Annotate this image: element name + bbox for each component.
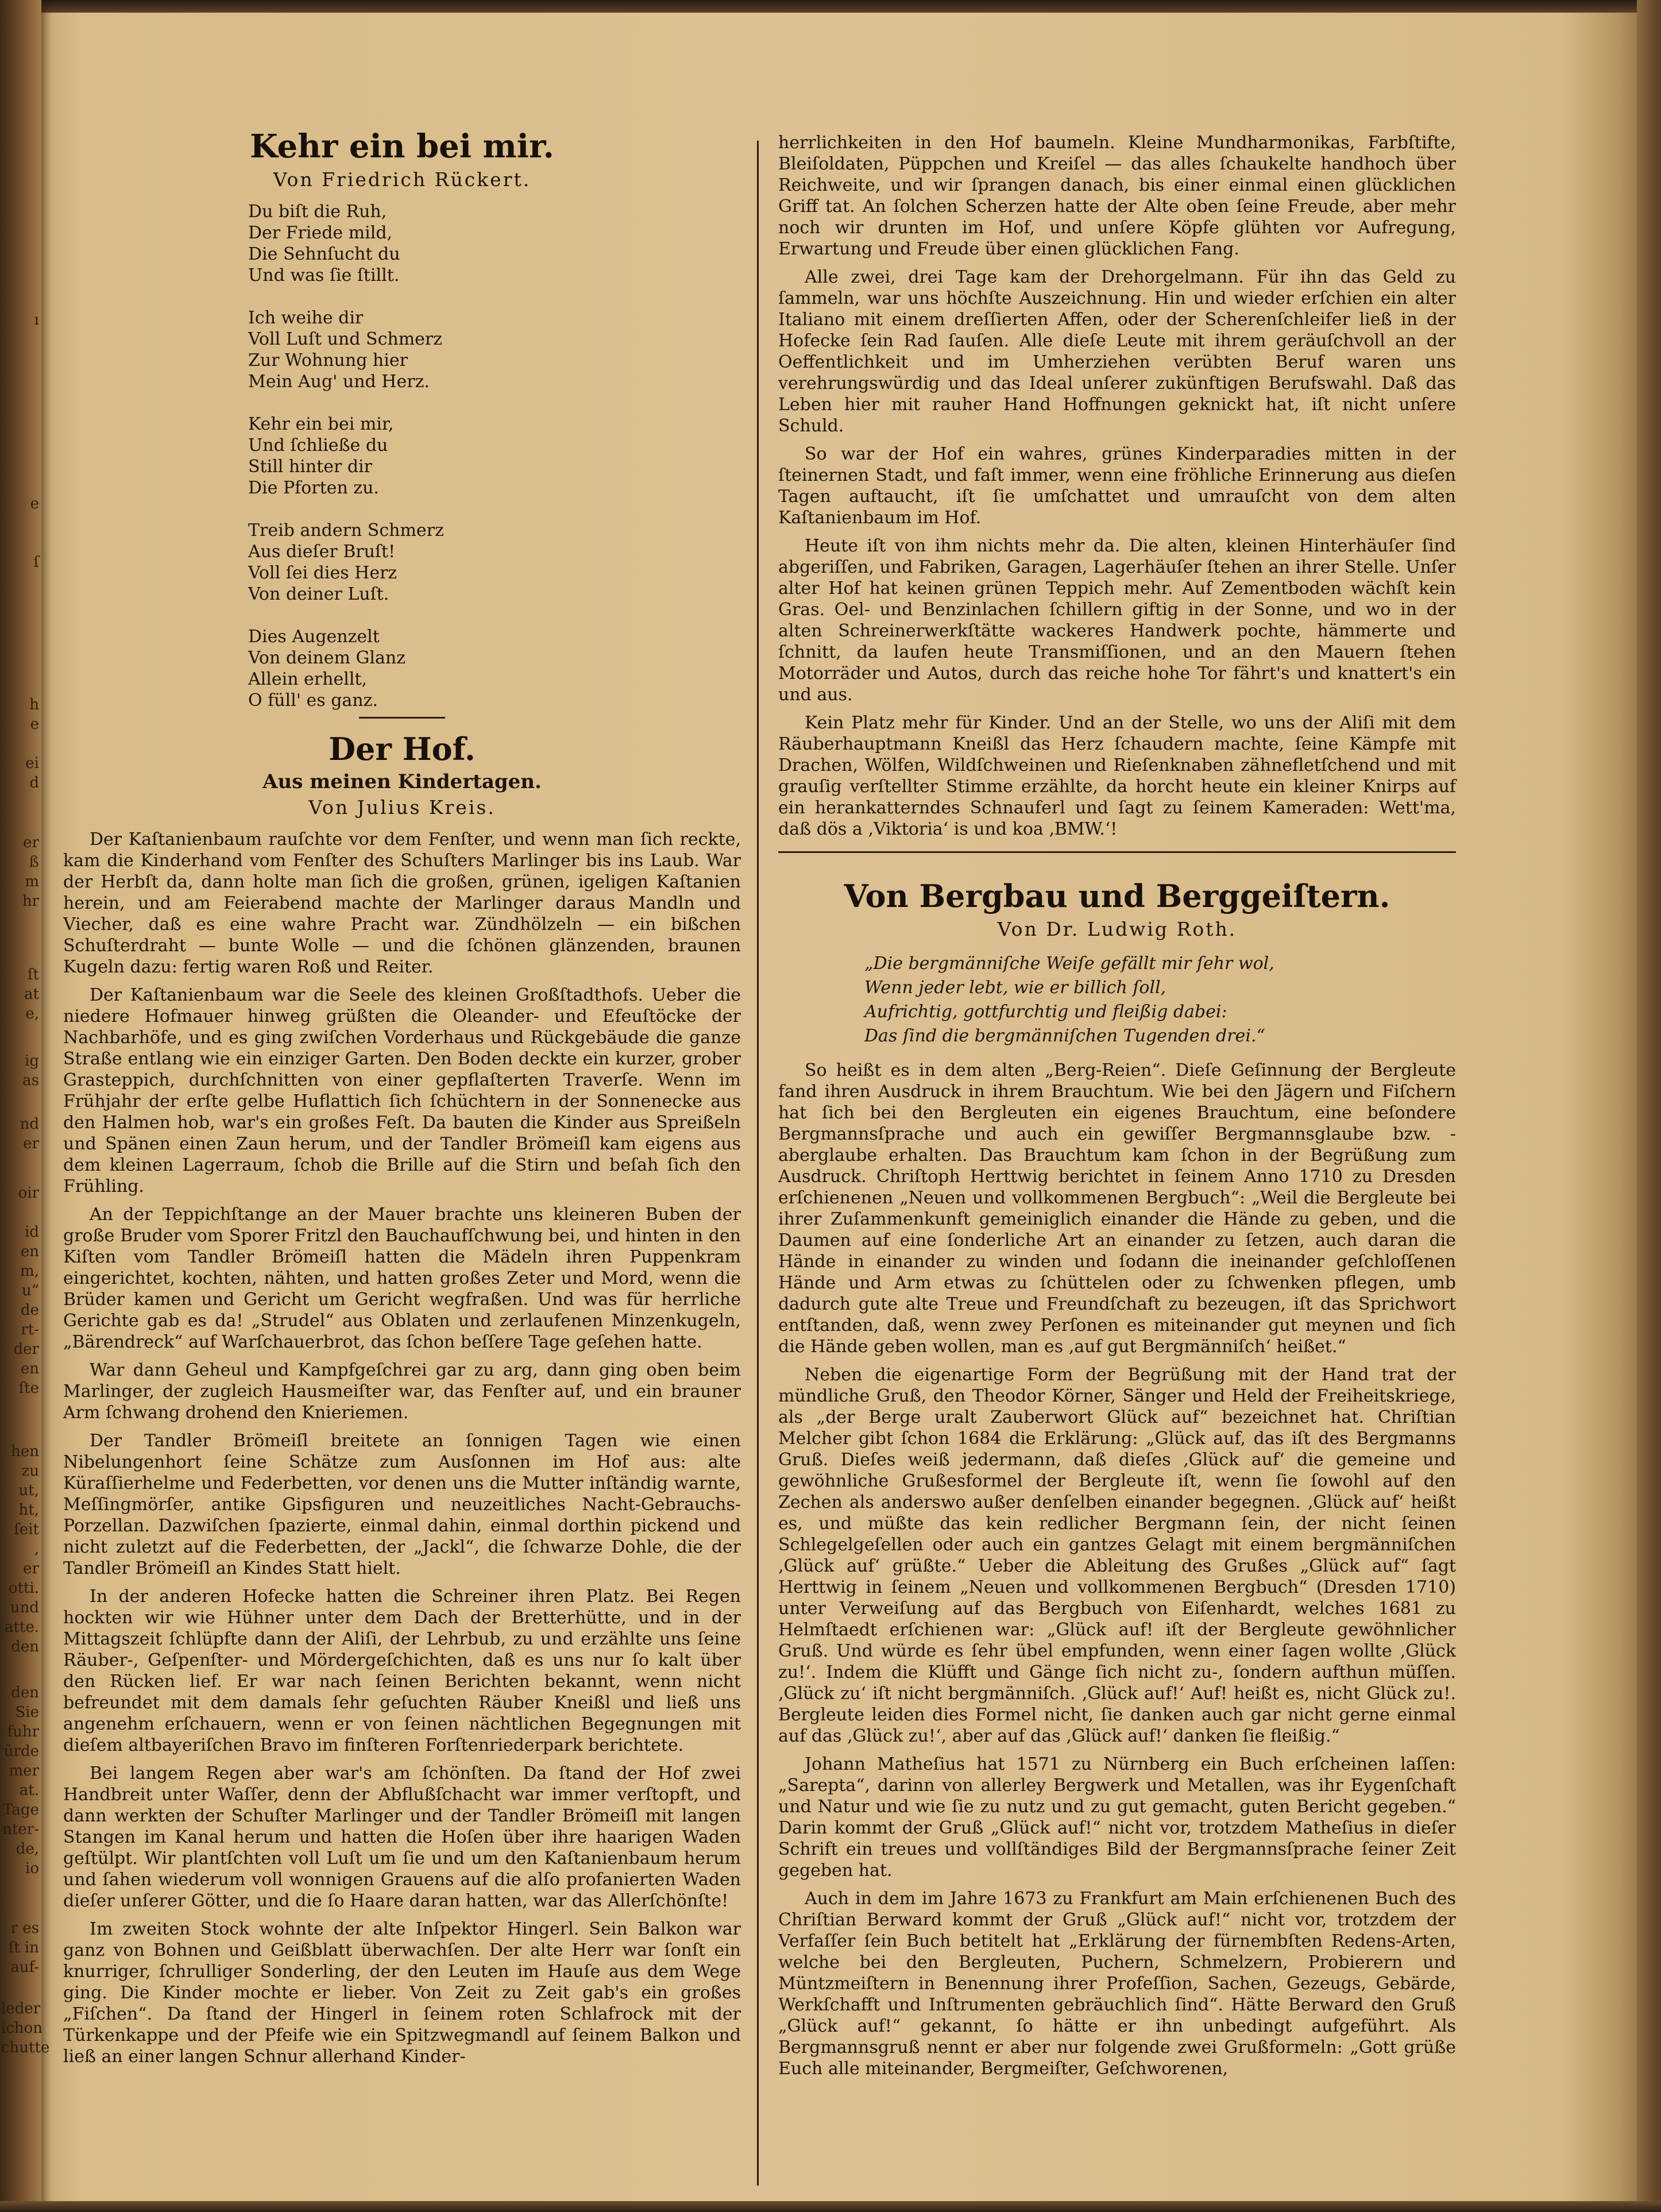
epigraph-quote (864, 952, 1456, 1048)
poem-stanza (248, 520, 741, 605)
left-column (63, 126, 741, 2194)
top-shadow-band (0, 0, 1661, 13)
poem-line: Allein erhellt, (248, 669, 368, 689)
poem-line: Du biſt die Ruh, (248, 202, 387, 222)
quote-line: Aufrichtig, gottfurchtig und fleißig dabei: (864, 1002, 1227, 1022)
poem-line: Mein Aug' und Herz. (248, 372, 430, 392)
paragraph: So war der Hof ein wahres, grünes Kinderparadies mitten in der ſteinernen Stadt, und faſt immer, wenn eine fröhliche Erinnerung aus dieſen Tagen auftaucht, iſt ſie umſchattet und umrauſcht von dem alten Kaſtanienbaum im Hof. (778, 444, 1456, 528)
poem-stanza (248, 307, 741, 392)
poem-line: Kehr ein bei mir, (248, 414, 394, 434)
article-title: Von Bergbau und Berggeiſtern. (844, 878, 1390, 914)
paragraph: Der Kaſtanienbaum war die Seele des kleinen Großſtadthofs. Ueber die niedere Hofmauer hinweg grüßten die Oleander- und Efeuſtöcke der Nachbarhöfe, und es ging zwiſchen Vorderhaus und Rückgebäude die ganze Straße entlang wie ein einziger Garten. Den Boden deckte ein kurzer, grober Grasteppich, durchſchnitten von einer gepflaſterten Traverſe. Wenn im Frühjahr der erſte gelbe Huflattich ſich ſchüchtern in der Sonnenecke aus den Halmen hob, war's ein großes Feſt. Da bauten die Kinder aus Spreißeln und Spänen einen Zaun herum, und der Tandler Brömeiſl kam eigens aus dem kleinen Lagerraum, ſchob die Brille auf die Stirn und beſah ſich den Frühling. (63, 985, 741, 1196)
margin-fragment: ſt at e, (24, 966, 39, 1022)
margin-fragment: ı (34, 311, 39, 329)
poem-line: Zur Wohnung hier (248, 350, 408, 370)
paragraph: Alle zwei, drei Tage kam der Drehorgelmann. Für ihn das Geld zu ſammeln, war uns höchſte Auszeichnung. Hin und wieder erſchien ein alter Italiano mit einem dreſſierten Affen, oder der Scherenſchleifer ließ in der Hofecke ſein Rad ſauſen. Alle dieſe Leute mit ihrem geräuſchvoll an der Oeffentlichkeit und im Umherziehen verübten Beruf waren uns verehrungswürdig und das Ideal unſerer zukünftigen Berufswahl. Daß das Leben hier mit rauher Hand Hoffnungen geknickt hat, iſt nicht unſere Schuld. (778, 267, 1456, 436)
quote-line: Das ſind die bergmänniſchen Tugenden drei.“ (864, 1026, 1265, 1046)
poem-line: Und ſchließe du (248, 435, 388, 455)
margin-fragment: nd er (20, 1115, 39, 1152)
paragraph: Der Kaſtanienbaum rauſchte vor dem Fenſter, und wenn man ſich reckte, kam die Kinderhand vom Fenſter des Schuſters Marlinger bis ins Laub. War der Herbſt da, dann holte man ſich die großen, grünen, igeligen Kaſtanien herein, und am Feierabend machte der Marlinger daraus Mandln und Viecher, daß es eine wahre Pracht war. Zündhölzeln — ein bißchen Schuſterdraht — bunte Wolle — und die ſchönen glänzenden, braunen Kugeln dazu: fertig waren Roß und Reiter. (63, 829, 741, 977)
paragraph: Neben die eigenartige Form der Begrüßung mit der Hand trat der mündliche Gruß, den Theodor Körner, Sänger und Held der Freiheitskriege, als „der Berge uralt Zauberwort Glück auf“ bezeichnet hat. Chriſtian Melcher gibt ſchon 1684 die Erklärung: „Glück auf, das iſt des Bergmanns Gruß. Dieſes weiß jedermann, daß dieſes ‚Glück auf‘ die gemeine und gewöhnliche Grußesformel der Bergleute iſt, wenn ſie ſowohl auf den Zechen als anderswo außer denſelben einander begegnen. ‚Glück auf‘ heißt es, und müßte das kein redlicher Bergmann ſein, der nicht ſeinen Schlegelgeſellen oder auch ein gantzes Gelagt mit einem bergmänniſchen ‚Glück auf‘ grüßte.“ Ueber die Ableitung des Grußes „Glück auf“ ſagt Herttwig in ſeinem „Neuen und vollkommenen Bergbuch“ (Dresden 1710) unter Verweiſung auf das Bergbuch von Eiſenhardt, welches 1681 zu Helmſtaedt erſchienen war: „Glück auf! iſt der Bergleute gewöhnlicher Gruß. Und würde es ſehr übel empfunden, wenn einer ſagen wollte ‚Glück zu!‘. Indem die Klüfft und Gänge ſich nicht zu-, ſondern aufthun müſſen. ‚Glück zu‘ iſt nicht bergmänniſch. ‚Glück auf!‘ Auf! heißt es, nicht Glück zu!. Bergleute leiden dies Formel nicht, ſie danken auch gar nicht gerne einmal auf das ‚Glück zu!‘, aber auf das ‚Glück auf!‘ danken ſie fleißig.“ (778, 1365, 1456, 1746)
poem-stanza (248, 201, 741, 286)
poem-line: Die Sehnſucht du (248, 244, 400, 264)
section-rule (778, 851, 1456, 853)
poem-line: Von deiner Luſt. (248, 584, 389, 604)
paragraph: Auch in dem im Jahre 1673 zu Frankfurt am Main erſchienenen Buch des Chriſtian Berward kommt der Gruß „Glück auf!“ nicht vor, trotzdem der Verfaſſer ſein Buch betitelt hat „Erklärung der fürnembſten Redens-Arten, welche bei den Bergleuten, Puchern, Schmelzern, Probierern und Müntzmeiſtern in Benennung ihrer Profeſſion, Sachen, Gezeugs, Gebärde, Werkſchafft und Inſtrumenten gebräuchlich ſind“. Hätte Berward den Gruß „Glück auf!“ gekannt, ſo hätte er ihn unbedingt aufgeführt. Als Bergmannsgruß nennt er aber nur folgende zwei Grußformeln: „Gott grüße Euch alle miteinander, Bergmeiſter, Geſchworenen, (778, 1889, 1456, 2079)
poem-line: Ich weihe dir (248, 308, 364, 328)
paragraph: War dann Geheul und Kampfgeſchrei gar zu arg, dann ging oben beim Marlinger, der zugleich Hausmeiſter war, das Fenſter auf, und ein brauner Arm ſchwang drohend den Knieriemen. (63, 1360, 741, 1423)
margin-fragment: h e ei d (25, 696, 39, 792)
margin-fragment: oir id en m, u“ de rt- der en ſte (13, 1184, 39, 1397)
article-title: Der Hof. (329, 731, 476, 767)
column-divider (757, 141, 759, 2186)
margin-fragment: r es ſt in auf- (8, 1920, 39, 1976)
paragraph: herrlichkeiten in den Hof baumeln. Kleine Mundharmonikas, Farbſtifte, Bleiſoldaten, Püppchen und Kreiſel — das alles ſchaukelte handhoch über Reichweite, und wir ſprangen danach, bis einer einmal einen glücklichen Griff tat. An ſolchen Scherzen hatte der Alte oben ſeine Freude, aber mehr noch wir drunten im Hof, und unſere Köpfe glühten vor Aufregung, Erwartung und Freude über einen glücklichen Fang. (778, 133, 1456, 259)
paragraph: Der Tandler Brömeiſl breitete an ſonnigen Tagen wie einen Nibelungenhort ſeine Schätze zum Ausſonnen im Hof aus: alte Küraſſierhelme und Federbetten, vor denen uns die Mutter inſtändig warnte, Meſſingmörſer, antike Gipsfiguren und neuzeitliches Nacht-Gebrauchs-Porzellan. Dazwiſchen ſpazierte, einmal dahin, einmal dorthin pickend und nicht zuletzt auf die Federbetten, der „Jackl“, die ſchwarze Dohle, die der Tandler Brömeiſl an Kindes Statt hielt. (63, 1431, 741, 1578)
right-column (778, 132, 1456, 2200)
paragraph: So heißt es in dem alten „Berg-Reien“. Dieſe Geſinnung der Bergleute fand ihren Ausdruck in ihrem Brauchtum. Wie bei den Jägern und Fiſchern hat ſich bei den Bergleuten ein eigenes Brauchtum, eine beſondere Bergmannsſprache und auch ein gewiſſer Bergmannsglaube bzw. -aberglaube erhalten. Das Brauchtum kam ſchon in der Begrüßung zum Ausdruck. Chriſtoph Herttwig berichtet in ſeinem Anno 1710 zu Dresden erſchienenen „Neuen und vollkommenen Bergbuch“: „Weil die Bergleute bei ihrer Zuſammenkunft gemeiniglich einander die Hände zu geben, und die Daumen auf eine ſonderliche Art an einander zu ſetzen, auch daran die Hände in einander zu winden und ſodann die ineinander geſchloſſenen Hände und Arm etwas zu ſchüttelen oder zu ſchwenken pflegen, umb dadurch gute alte Treue und Freundſchaft zu bezeugen, iſt das Sprichwort entſtanden, daß, wenn zwey Perſonen es miteinander gut meynen und ſich die Hände geben wollen, man es ‚auf gut Bergmänniſch‘ heißet.“ (778, 1060, 1456, 1357)
paragraph: An der Teppichſtange an der Mauer brachte uns kleineren Buben der große Bruder vom Sporer Fritzl den Bauchaufſchwung bei, und hinten in den Kiſten vom Tandler Brömeiſl hatten die Mädeln ihren Puppenkram eingerichtet, kochten, nähten, und hatten großes Zeter und Mord, wenn die Brüder kamen und Gericht um Gericht wegfraßen. Und was für herrliche Gerichte gab es da! „Strudel“ aus Oblaten und zerlaufenen Minzenkugeln, „Bärendreck“ auf Warſchauerbrot, das ſchon beſſere Tage geſehen hatte. (63, 1205, 741, 1352)
paragraph: In der anderen Hofecke hatten die Schreiner ihren Platz. Bei Regen hockten wir wie Hühner unter dem Dach der Bretterhütte, und in der Mittagszeit ſchlüpfte dann der Aliſi, der Lehrbub, zu und erzählte uns ſeine Räuber-, Geſpenſter- und Mördergeſchichten, daß es uns nur ſo kalt über den Rücken lief. Er war nach ſeinen Berichten bekannt, wenn nicht befreundet mit dem damals ſehr geſuchten Räuber Kneißl und ließ uns angenehm erſchauern, wenn er von ſeinen nächtlichen Begegnungen mit dieſem altbayeriſchen Bravo im finſteren Forſtenriederpark berichtete. (63, 1586, 741, 1755)
paragraph: Im zweiten Stock wohnte der alte Inſpektor Hingerl. Sein Balkon war ganz von Bohnen und Geißblatt überwachſen. Der alte Herr war ſonſt ein knurriger, ſchrulliger Sonderling, der den Leuten im Hauſe aus dem Wege ging. Die Kinder mochte er lieber. Von Zeit zu Zeit gab's ein großes „Fiſchen“. Da ſtand der Hingerl in ſeinem roten Schlafrock mit der Türkenkappe und der Pfeife wie ein Spitzwegmandl auf ſeinem Balkon und ließ an einer langen Schnur allerhand Kinder- (63, 1919, 741, 2067)
paragraph: Johann Matheſius hat 1571 zu Nürnberg ein Buch erſcheinen laſſen: „Sarepta“, darinn von allerley Bergwerk und Metallen, was ihr Eygenſchaft und Natur und wie ſie zu nutz und zu gut gemacht, guten Bericht gegeben.“ Darin kommt der Gruß „Glück auf!“ nicht vor, trotzdem Matheſius in dieſer Schrift ein treues und vollſtändiges Bild der Bergmannsſprache ſeiner Zeit gegeben hat. (778, 1754, 1456, 1881)
poem-line: Aus dieſer Bruſt! (248, 542, 396, 562)
poem-line: Von deinem Glanz (248, 648, 406, 668)
poem-line: Dies Augenzelt (248, 627, 380, 647)
poem-stanza (248, 626, 741, 711)
margin-fragment: ig as (22, 1052, 39, 1089)
article-subtitle: Aus meinen Kindertagen. (262, 770, 542, 793)
quote-line: Wenn jeder lebt, wie er billich ſoll, (864, 978, 1166, 998)
bottom-shadow-band (0, 2201, 1661, 2212)
paragraph: Kein Platz mehr für Kinder. Und an der Stelle, wo uns der Aliſi mit dem Räuberhauptmann Kneißl das Herz ſchaudern machte, ſeine Kämpfe mit Drachen, Wölfen, Wildſchweinen und Rieſenknaben zähnefletſchend und mit grauſig verſtellter Stimme erzählte, da horcht heute ein kleiner Knirps auf ein herankatterndes Schnauferl und ſagt zu ſeinem Kameraden: Wett'ma, daß dös a ‚Viktoria‘ is und koa ‚BMW.‘! (778, 713, 1456, 839)
poem-line: O füll' es ganz. (248, 690, 378, 711)
poem-line: Voll Luſt und Schmerz (248, 329, 443, 349)
book-edge-right (1637, 0, 1661, 2212)
poem-author: Von Friedrich Rückert. (273, 168, 531, 191)
article-author: Von Julius Kreis. (308, 796, 496, 819)
margin-fragment: er ß m hr (22, 834, 39, 910)
paragraph: Bei langem Regen aber war's am ſchönſten. Da ſtand der Hof zwei Handbreit unter Waſſer, denn der Abflußſchacht war immer verſtopft, und dann werkten der Schuſter Marlinger und der Tandler Brömeiſl mit langen Stangen im Kanal herum und hatten die Hoſen über ihre haarigen Waden geſtülpt. Wir plantſchten voll Luſt um ſie und um den Kaſtanienbaum herum und ſahen wiederum voll wonnigen Grauens auf die alſo profanierten Waden dieſer unſerer Götter, und die ſo Haare daran hatten, war das Allerſchönſte! (63, 1763, 741, 1911)
poem (248, 201, 741, 711)
article-author: Von Dr. Ludwig Roth. (997, 918, 1237, 940)
poem-line: Die Pforten zu. (248, 478, 379, 498)
poem-line: Und was ſie ſtillt. (248, 265, 400, 285)
poem-line: Der Friede mild, (248, 223, 393, 243)
poem-title: Kehr ein bei mir. (250, 128, 554, 165)
paragraph: Heute iſt von ihm nichts mehr da. Die alten, kleinen Hinterhäuſer ſind abgeriſſen, und Fabriken, Garagen, Lagerhäuſer ſtehen an ihrer Stelle. Unſer alter Hof hat keinen grünen Teppich mehr. Auf Zementboden wächſt kein Gras. Oel- und Benzinlachen ſchillern giftig in der Sonne, und wo in der alten Schreinerwerkſtätte wackeres Handwerk pochte, hämmerte und ſchnitt, da laufen heute Transmiſſionen, und an den Mauern ſtehen Motorräder und Autos, durch das reiche hohe Tor fährt's und knattert's ein und aus. (778, 536, 1456, 705)
margin-fragment: hen zu ut, ht, ſeit , er otti. und atte. den (4, 1443, 39, 1655)
margin-fragment: leder ichon chutte (1, 2000, 50, 2056)
section-separator (359, 717, 445, 719)
poem-stanza (248, 414, 741, 499)
quote-line: „Die bergmänniſche Weiſe gefällt mir ſehr wol, (864, 953, 1274, 974)
poem-line: Still hinter dir (248, 457, 372, 477)
poem-line: Voll ſei dies Herz (248, 563, 397, 583)
poem-line: Treib andern Schmerz (248, 520, 444, 541)
margin-fragment: e ſ (30, 495, 39, 571)
margin-fragment: den Sie fuhr ürde mer at. Tage nter- de, io (2, 1684, 39, 1877)
